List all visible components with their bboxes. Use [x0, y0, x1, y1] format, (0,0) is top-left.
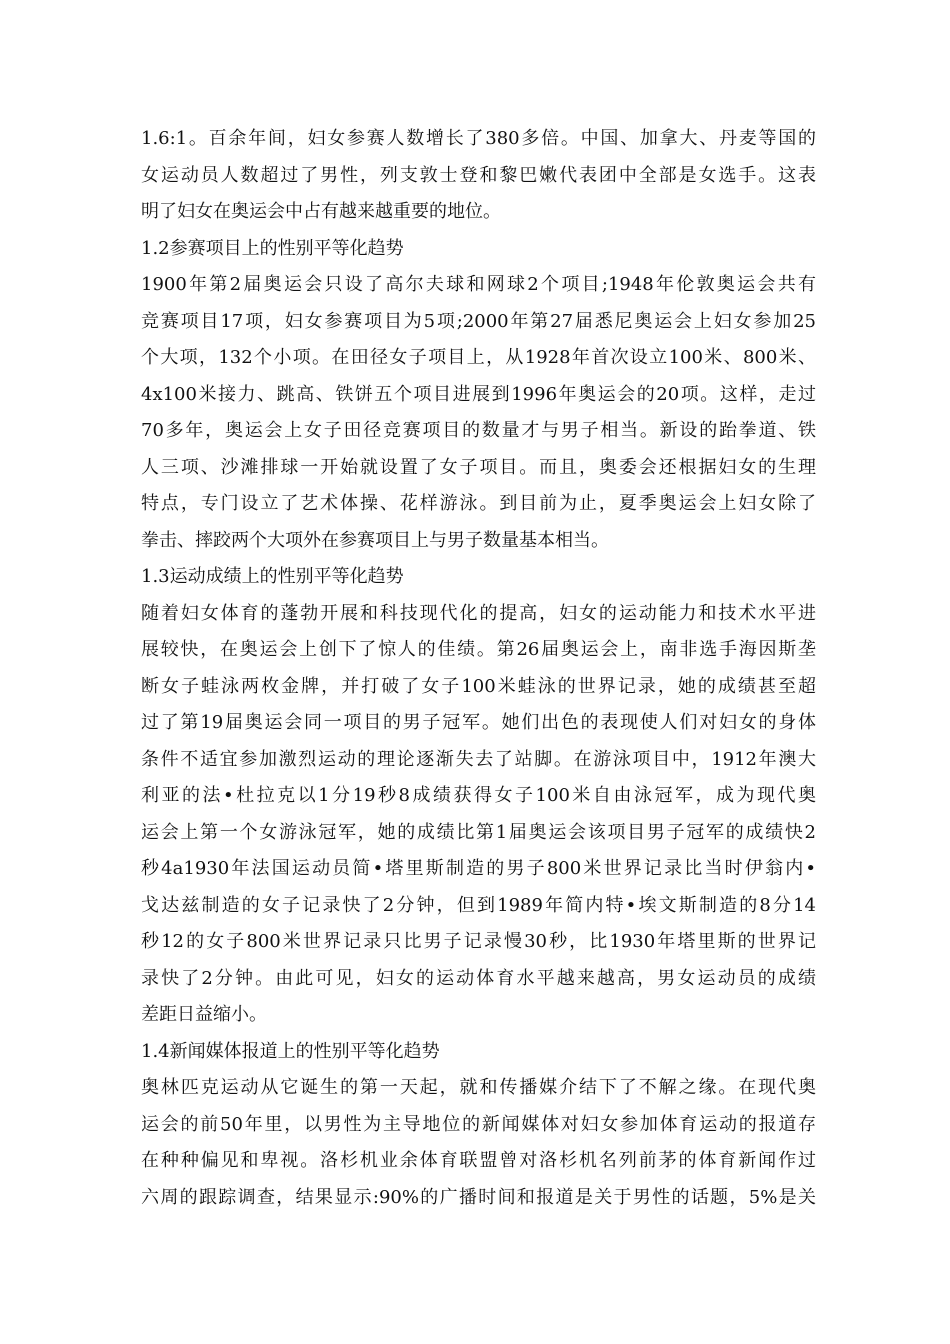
- text-line: 差距日益缩小。: [141, 1004, 267, 1025]
- text-line: 过了第19届奥运会同一项目的男子冠军。她们出色的表现使人们对妇女的身体: [141, 712, 816, 733]
- text-line: 4x100米接力、跳高、铁饼五个项目进展到1996年奥运会的20项。这样，走过: [141, 383, 816, 405]
- section-heading: 1.4新闻媒体报道上的性别平等化趋势: [141, 1040, 440, 1062]
- text-line: 六周的跟踪调查，结果显示:90%的广播时间和报道是关于男性的话题，5%是关: [141, 1186, 816, 1208]
- text-line: 1900年第2届奥运会只设了高尔夫球和网球2个项目;1948年伦敦奥运会共有: [141, 274, 816, 295]
- text-line: 秒12的女子800米世界记录只比男子记录慢30秒，比1930年塔里斯的世界记: [141, 931, 816, 952]
- document-body: [141, 121, 816, 1216]
- text-line: 断女子蛙泳两枚金牌，并打破了女子100米蛙泳的世界记录，她的成绩甚至超: [141, 675, 816, 697]
- text-line: 奥林匹克运动从它诞生的第一天起，就和传播媒介结下了不解之缘。在现代奥: [141, 1077, 816, 1098]
- section-heading: 1.2参赛项目上的性别平等化趋势: [141, 237, 404, 259]
- text-line: 在种种偏见和卑视。洛杉机业余体育联盟曾对洛杉机名列前茅的体育新闻作过: [141, 1150, 816, 1171]
- text-line: 利亚的法•杜拉克以1分19秒8成绩获得女子100米自由泳冠军，成为现代奥: [141, 785, 816, 806]
- section-heading: 1.3运动成绩上的性别平等化趋势: [141, 566, 404, 587]
- text-line: 拳击、摔跤两个大项外在参赛项目上与男子数量基本相当。: [141, 529, 609, 551]
- text-line: 个大项，132个小项。在田径女子项目上，从1928年首次设立100米、800米、: [141, 347, 816, 368]
- text-line: 1.6:1。百余年间，妇女参赛人数增长了380多倍。中国、加拿大、丹麦等国的: [141, 128, 816, 149]
- text-line: 运会的前50年里，以男性为主导地位的新闻媒体对妇女参加体育运动的报道存: [141, 1113, 816, 1135]
- text-line: 运会上第一个女游泳冠军，她的成绩比第1届奥运会该项目男子冠军的成绩快2: [141, 821, 816, 843]
- text-line: 竞赛项目17项，妇女参赛项目为5项;2000年第27届悉尼奥运会上妇女参加25: [141, 310, 816, 332]
- text-line: 特点，专门设立了艺术体操、花样游泳。到目前为止，夏季奥运会上妇女除了: [141, 493, 816, 514]
- text-line: 随着妇女体育的蓬勃开展和科技现代化的提高，妇女的运动能力和技术水平进: [141, 602, 816, 624]
- text-line: 条件不适宜参加激烈运动的理论逐渐失去了站脚。在游泳项目中，1912年澳大: [141, 748, 816, 770]
- text-line: 人三项、沙滩排球一开始就设置了女子项目。而且，奥委会还根据妇女的生理: [141, 456, 816, 478]
- text-line: 70多年，奥运会上女子田径竞赛项目的数量才与男子相当。新设的跆拳道、铁: [141, 420, 816, 441]
- text-line: 秒4a1930年法国运动员简•塔里斯制造的男子800米世界记录比当时伊翁内•: [141, 858, 816, 879]
- text-line: 女运动员人数超过了男性，列支敦士登和黎巴嫩代表团中全部是女选手。这表: [141, 164, 816, 186]
- text-line: 明了妇女在奥运会中占有越来越重要的地位。: [141, 201, 501, 222]
- text-line: 展较快，在奥运会上创下了惊人的佳绩。第26届奥运会上，南非选手海因斯垄: [141, 639, 816, 660]
- text-line: 录快了2分钟。由此可见，妇女的运动体育水平越来越高，男女运动员的成绩: [141, 967, 816, 989]
- text-line: 戈达兹制造的女子记录快了2分钟，但到1989年简内特•埃文斯制造的8分14: [141, 894, 816, 916]
